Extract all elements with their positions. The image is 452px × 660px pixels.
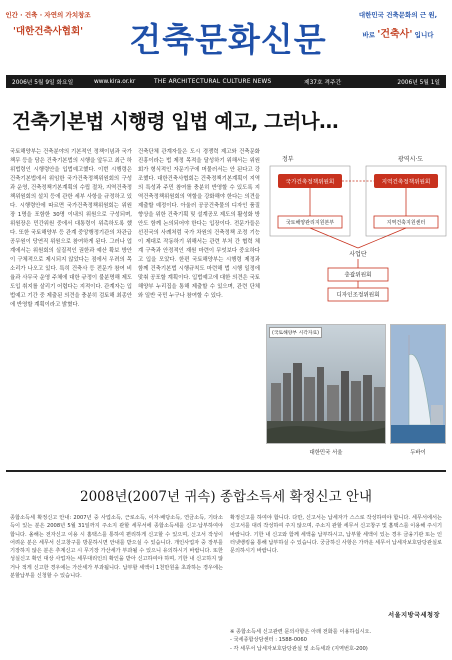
section-divider <box>6 470 446 472</box>
masthead <box>0 0 452 92</box>
article-column-2: 건축단체 관계자들은 도시 경쟁력 제고와 건축문화 진흥이라는 법 제정 목적을 달성하기 위해서는 위원회가 형식적인 자문기구에 머물러서는 안 된다고 강조했다. 대한건축사협회는 건축정책기본계획이 지역의 특성과 주민 참여를 충분히 반영할 수 있도록 지역건축정책위원회의 역할을 강화해야 한다는 의견을 제출할 예정이다. 아울러 공공건축물의 디자인 품질 향상을 위한 건축기획 및 설계공모 제도의 활성화 방안도 함께 논의되어야 한다는 입장이다. 전문가들은 선진국의 사례처럼 국가 차원의 건축정책 조정 기능이 제대로 작동하기 위해서는 관련 부처 간 협력 체계 구축과 안정적인 재원 마련이 무엇보다 중요하다고 입을 모았다. 한편 국토해양부는 시행령 제정과 함께 건축기본법 시행규칙도 마련해 법 시행 일정에 맞춰 공포할 계획이다. 입법예고에 대한 의견은 국토해양부 누리집을 통해 제출할 수 있으며, 관련 단체와 일반 국민 누구나 참여할 수 있다. <box>138 149 260 299</box>
tax-notice-title: 2008년(2007년 귀속) 종합소득세 확정신고 안내 <box>79 489 373 505</box>
photo-credit-badge: (국토해양부 시각자료) <box>269 327 322 338</box>
diagram-business: 사업단 <box>349 251 367 258</box>
diagram-center2: 디자인조정위원회 <box>336 292 380 299</box>
diagram-center1: 총괄위원회 <box>344 272 372 279</box>
issue-number: 제37호 격주간 <box>304 80 342 86</box>
seoul-caption: 대한민국 서울 <box>309 450 343 456</box>
masthead-right <box>348 10 448 40</box>
english-title: THE ARCHITECTURAL CULTURE NEWS <box>154 78 272 85</box>
tax-notice-signature: 서울지방국세청장 <box>388 612 440 619</box>
tagline-suffix: 입니다 <box>414 31 434 39</box>
masthead-left-slogan: 인간 · 건축 · 자연의 가치창조 <box>5 11 91 19</box>
issue-date: 2006년 5월 9일 화요일 <box>12 80 74 86</box>
publish-date: 2006년 5월 1일 <box>397 80 440 86</box>
newspaper-title: 건축문화신문 <box>129 20 327 59</box>
seoul-photo <box>266 324 386 444</box>
diagram-label-local: 광역시·도 <box>398 156 424 163</box>
photo-section <box>266 324 446 464</box>
info-bar <box>6 75 446 88</box>
tax-notice-column-1: 종합소득세 확정신고 안내: 2007년 중 사업소득, 근로소득, 이자·배당소득, 연금소득, 기타소득이 있는 분은 2008년 5월 31일까지 주소지 관할 세무서에 종합소득세를 신고·납부하여야 합니다. 올해는 전자신고 이용 시 홈택스를 통하여 편리하게 신고할 수 있으며, 신고서 작성이 어려운 분은 세무서 신고창구를 방문하시면 안내를 받으실 수 있습니다. 개인사업자 중 장부를 기장하지 않은 분은 추계신고 시 무기장 가산세가 부과될 수 있으니 유의하시기 바랍니다. 또한 성실신고 확인 대상 사업자는 세무대리인의 확인을 받아 신고하여야 하며, 기한 내 신고하지 않거나 적게 신고한 경우에는 가산세가 부과됩니다. 납부할 세액이 1천만원을 초과하는 경우에는 분할납부를 신청할 수 있습니다. <box>10 515 223 580</box>
dubai-caption: 두바이 <box>410 450 426 456</box>
main-headline: 건축기본법 시행령 입법 예고, 그러나… <box>12 110 339 133</box>
tax-notice-column-2: 확정신고를 하여야 합니다. 다만, 신고서는 납세자가 스스로 작성하여야 합니다. 세무서에서는 신고서를 대리 작성하여 주지 않으며, 주소지 관할 세무서 신고창구 및 홈택스를 이용해 주시기 바랍니다. 기한 내 신고와 함께 세액을 납부하시고, 납부할 세액이 있는 경우 금융기관 또는 인터넷뱅킹을 통해 납부하실 수 있습니다. 궁금하신 사항은 가까운 세무서 납세자보호담당관실로 문의하시기 바랍니다. <box>230 515 442 555</box>
website-link[interactable]: www.kira.or.kr <box>94 78 136 85</box>
masthead-left <box>4 10 92 37</box>
diagram-local-committee: 지역건축정책위원회 <box>381 179 431 186</box>
diagram-sub2: 지역건축지원센터 <box>386 220 426 226</box>
diagram-sub1: 국토해양관리지원본부 <box>285 220 335 226</box>
dubai-photo <box>390 324 446 444</box>
tagline-emphasis: '건축사' <box>377 29 413 40</box>
article-column-1: 국토해양부는 건축분야의 기본적인 정책이념과 국가 책무 등을 담은 건축기본법의 시행을 앞두고 최근 하위법령인 시행령안을 입법예고했다. 이번 시행령은 건축기본법에서 위임한 국가건축정책위원회의 구성과 운영, 건축정책기본계획의 수립 절차, 지역건축정책위원회의 설치 등에 관한 세부 사항을 규정하고 있다. 시행령안에 따르면 국가건축정책위원회는 위원장 1명을 포함한 30명 이내의 위원으로 구성되며, 위원장은 민간위원 중에서 대통령이 위촉하도록 했다. 또한 국토해양부 등 관계 중앙행정기관의 차관급 공무원이 당연직 위원으로 참여하게 된다. 그러나 업계에서는 위원회의 실질적인 권한과 예산 확보 방안이 구체적으로 제시되지 않았다는 점에서 우려의 목소리가 나오고 있다. 특히 건축사 등 전문가 참여 비율과 사무국 운영 주체에 대한 규정이 불분명해 제도 도입 취지를 살리기 어렵다는 지적이다. 관계자는 입법예고 기간 중 제출된 의견을 충분히 검토해 최종안에 반영할 계획이라고 밝혔다. <box>10 149 132 308</box>
diagram-national-committee: 국가건축정책위원회 <box>285 179 335 186</box>
diagram-label-gov: 정부 <box>282 156 294 163</box>
org-diagram <box>268 152 448 322</box>
tagline-prefix: 바로 <box>362 31 376 39</box>
tax-notice-contact-info: ※ 종합소득세 신고관련 문의사항은 아래 전화를 이용하십시오. - 국세종합상담센터 : 1588-0060 - 각 세무서 납세자보호담당관실 및 소득세과 (지역번호-200) <box>230 629 372 652</box>
masthead-left-org: '대한건축사협회' <box>12 26 84 37</box>
masthead-right-tagline <box>348 25 448 40</box>
masthead-right-slogan: 대한민국 건축문화의 근 원, <box>358 11 438 19</box>
